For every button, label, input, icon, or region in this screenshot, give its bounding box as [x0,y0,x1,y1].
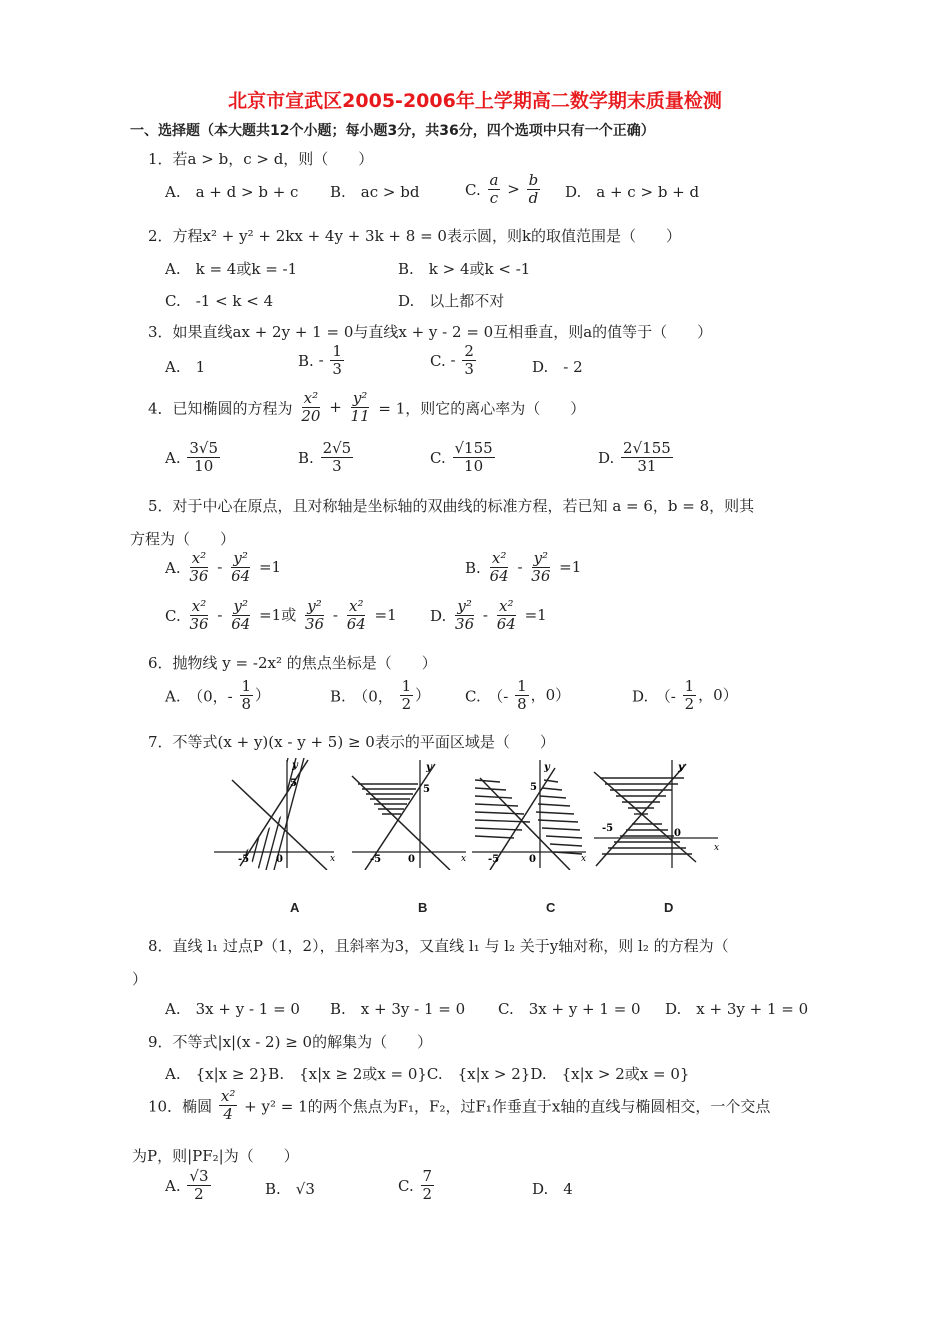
q5-option-c: C. $\frac{\text{x²}}{36}$ - $\frac{\text{y²}}{64}$ =1或 $\frac{\text{y²}}{36}$ - $\frac{\text{x²}}{64}$ =1 [165,597,397,634]
q5-option-d: D. $\frac{\text{y²}}{36}$ - $\frac{\text{x²}}{64}$ =1 [430,597,547,634]
question-9: 9．不等式|x|(x - 2) ≥ 0的解集为（ ） [148,1033,433,1051]
q10-option-d: D. 4 [532,1180,573,1198]
axis-label: x [461,854,467,864]
section-heading: 一、选择题（本大题共12个小题；每小题3分，共36分，四个选项中只有一个正确） [130,123,655,139]
axis-label: -5 [370,854,382,865]
q3-option-b: B. - $\frac{1}{3}$ [298,342,342,379]
axis-label: y [292,760,298,771]
axis-label: -5 [488,854,500,865]
axis-label: -5 [602,823,614,834]
q6-option-d: D. （- $\frac{1}{2}$ ，0） [632,677,738,714]
q8-option-d: D. x + 3y + 1 = 0 [665,1000,809,1018]
axis-label: 5 [530,782,537,793]
q1-option-c: C. $\frac{a}{c}$ > $\frac{b}{d}$ [465,171,539,208]
question-4: 4．已知椭圆的方程为 $\frac{\text{x²}}{20}$ + $\frac{\text{y²}}{11}$ = 1，则它的离心率为（ ） [148,389,586,426]
q8-option-b: B. x + 3y - 1 = 0 [330,1000,466,1018]
question-1: 1．若a > b，c > d，则（ ） [148,150,374,168]
q6-option-c: C. （- $\frac{1}{8}$ ，0） [465,677,571,714]
q8-option-a: A. 3x + y - 1 = 0 [165,1000,300,1018]
q6-option-b: B. （0， $\frac{1}{2}$ ） [330,677,431,714]
q4-option-b: B. $\frac{2√5}{3}$ [298,439,352,476]
axis-label: y [426,762,432,773]
q4-option-c: C. $\frac{√155}{10}$ [430,439,493,476]
question-6: 6．抛物线 y = -2x² 的焦点坐标是（ ） [148,654,437,672]
q2-option-a: A. k = 4或k = -1 [165,260,298,278]
q4-option-a: A. $\frac{3√5}{10}$ [165,439,219,476]
figure-a-label: A [290,900,300,915]
q1-option-b: B. ac > bd [330,183,420,201]
q6-option-a: A. （0，- $\frac{1}{8}$ ） [165,677,271,714]
q10-option-b: B. √3 [265,1180,315,1198]
q1-option-a: A. a + d > b + c [165,183,299,201]
question-8-cont: ） [132,970,148,988]
q5-option-a: A. $\frac{\text{x²}}{36}$ - $\frac{\text{y²}}{64}$ =1 [165,549,282,586]
axis-label: 0 [408,854,415,865]
axis-label: y [544,762,550,773]
axis-label: 0 [674,828,681,839]
question-8: 8．直线 l₁ 过点P（1，2），且斜率为3，又直线 l₁ 与 l₂ 关于y轴对称，则 l₂ 的方程为（ [148,937,729,955]
figure-a [212,758,337,870]
q2-option-d: D. 以上都不对 [398,292,505,310]
axis-label: x [581,854,587,864]
question-10-cont: 为P，则|PF₂|为（ ） [132,1147,299,1165]
axis-label: -5 [238,854,250,865]
axis-label: 0 [276,854,283,865]
q9-options: A. {x|x ≥ 2}B. {x|x ≥ 2或x = 0}C. {x|x > 2}D. {x|x > 2或x = 0} [165,1065,690,1083]
figure-c [470,758,590,870]
q3-option-c: C. - $\frac{2}{3}$ [430,342,474,379]
q10-option-c: C. $\frac{7}{2}$ [398,1167,433,1204]
q1-option-d: D. a + c > b + d [565,183,700,201]
q10-option-a: A. $\frac{√3}{2}$ [165,1167,209,1204]
question-5: 5．对于中心在原点，且对称轴是坐标轴的双曲线的标准方程，若已知 a = 6，b = 8，则其 [148,497,755,515]
figure-d-label: D [664,900,674,915]
axis-label: 5 [290,778,297,789]
axis-label: y [678,762,684,773]
question-5-cont: 方程为（ ） [130,530,236,548]
figure-d [592,758,724,870]
question-10: 10．椭圆 $\frac{\text{x²}}{4}$ + y² = 1的两个焦点为F₁，F₂，过F₁作垂直于x轴的直线与椭圆相交，一个交点 [148,1087,771,1124]
axis-label: 0 [529,854,536,865]
question-3: 3．如果直线ax + 2y + 1 = 0与直线x + y - 2 = 0互相垂直，则a的值等于（ ） [148,323,713,341]
q8-option-c: C. 3x + y + 1 = 0 [498,1000,641,1018]
figure-b [350,758,470,870]
question-7: 7．不等式(x + y)(x - y + 5) ≥ 0表示的平面区域是（ ） [148,733,555,751]
q4-option-d: D. $\frac{2√155}{31}$ [598,439,671,476]
axis-label: 5 [423,784,430,795]
axis-label: x [330,854,336,864]
question-2: 2．方程x² + y² + 2kx + 4y + 3k + 8 = 0表示圆，则k的取值范围是（ ） [148,227,682,245]
q2-option-b: B. k > 4或k < -1 [398,260,531,278]
q3-option-a: A. 1 [165,358,206,376]
q2-option-c: C. -1 < k < 4 [165,292,274,310]
q5-option-b: B. $\frac{\text{x²}}{64}$ - $\frac{\text{y²}}{36}$ =1 [465,549,582,586]
figure-c-label: C [546,900,556,915]
axis-label: x [714,843,720,853]
figure-b-label: B [418,900,428,915]
q3-option-d: D. - 2 [532,358,583,376]
page-title: 北京市宣武区2005-2006年上学期高二数学期末质量检测 [228,90,722,112]
